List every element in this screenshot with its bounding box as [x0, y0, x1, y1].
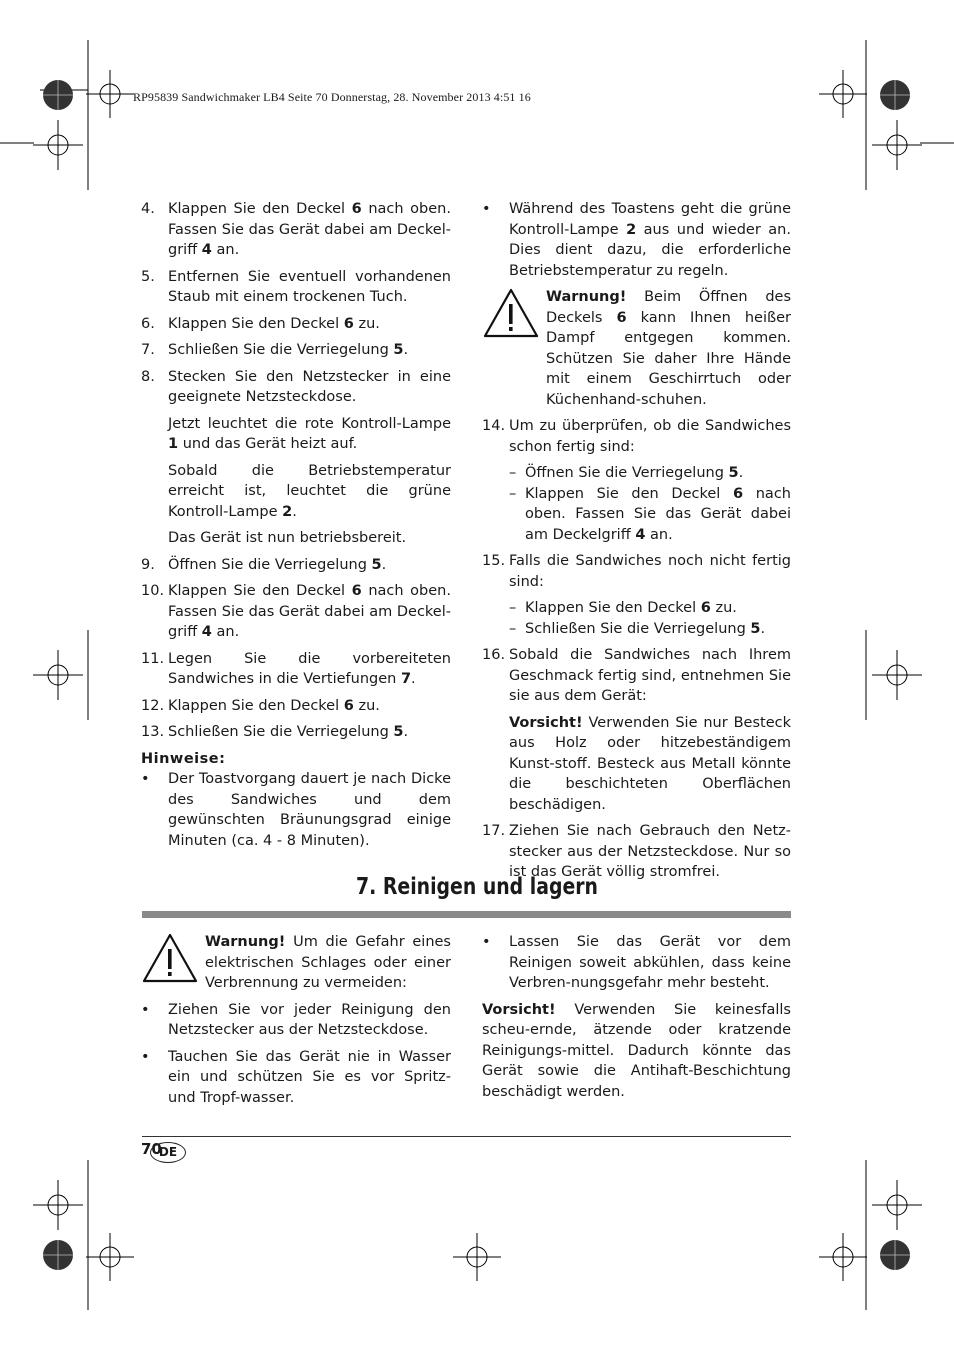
step-text: Schließen Sie die Verriegelung 5.: [168, 342, 409, 358]
bullet-text: Während des Toastens geht die grüne Kontroll-Lampe 2 aus und wieder an. Dies dient dazu, die erforderliche Betriebstemperatur zu regeln.: [509, 201, 791, 279]
bullet-text: Lassen Sie das Gerät vor dem Reinigen soweit abkühlen, dass keine Verbren-nungsgefahr mehr besteht.: [509, 934, 791, 991]
bullet-item: [141, 1047, 451, 1109]
step-text: Ziehen Sie nach Gebrauch den Netz-stecker aus der Netzsteckdose. Nur so ist das Gerät völlig stromfrei.: [509, 823, 791, 880]
right-column: [482, 199, 791, 889]
section-rule: [142, 911, 791, 918]
step-item: [141, 555, 451, 576]
dash-marker: –: [509, 620, 517, 637]
sub-step: [509, 619, 791, 640]
step-paragraph: Jetzt leuchtet die rote Kontroll-Lampe 1 und das Gerät heizt auf.: [168, 415, 451, 452]
step-text: Falls die Sandwiches noch nicht fertig sind:: [509, 553, 791, 590]
step-paragraph: Sobald die Betriebstemperatur erreicht ist, leuchtet die grüne Kontroll-Lampe 2.: [168, 462, 451, 520]
sub-step-text: Klappen Sie den Deckel 6 nach oben. Fassen Sie das Gerät dabei am Deckelgriff 4 an.: [525, 485, 791, 543]
step-text: Um zu überprüfen, ob die Sandwiches schon fertig sind:: [509, 418, 791, 455]
warning-triangle-icon: [482, 287, 546, 410]
warning-text: Warnung! Beim Öffnen des Deckels 6 kann Ihnen heißer Dampf entgegen kommen. Schützen Sie daher Ihre Hände mit einem Geschirrtuch oder Küchenhand-schuhen.: [546, 289, 791, 408]
step-item: [141, 367, 451, 408]
caution-paragraph: Vorsicht! Verwenden Sie nur Besteck aus Holz oder hitzebeständigem Kunst-stoff. Besteck aus Metall könnte die beschichteten Oberflächen beschädigen.: [509, 714, 791, 813]
step-number: 12.: [141, 697, 165, 714]
step-text: Entfernen Sie eventuell vorhandenen Staub mit einem trockenen Tuch.: [168, 268, 451, 305]
step-text: Öffnen Sie die Verriegelung 5.: [168, 556, 387, 573]
dash-marker: –: [509, 600, 517, 616]
dash-marker: –: [509, 465, 517, 481]
sub-step-text: Schließen Sie die Verriegelung 5.: [525, 620, 766, 637]
warning-text: Warnung! Um die Gefahr eines elektrischen Schlages oder einer Verbrennung zu vermeiden:: [205, 934, 451, 991]
warning-triangle-icon: [141, 932, 205, 994]
bullet-marker: •: [482, 934, 491, 950]
step-item: [141, 722, 451, 743]
step-number: 10.: [141, 583, 165, 599]
bullet-marker: •: [141, 1001, 150, 1018]
sub-step: [509, 598, 791, 619]
sub-step-text: Klappen Sie den Deckel 6 zu.: [525, 600, 737, 616]
electric-shock-warning: [141, 932, 451, 994]
step-number: 4.: [141, 201, 155, 217]
step-text: Klappen Sie den Deckel 6 zu.: [168, 315, 380, 332]
step-text: Stecken Sie den Netzstecker in eine geeignete Netzsteckdose.: [168, 368, 451, 405]
step-number: 8.: [141, 368, 155, 385]
step-text: Schließen Sie die Verriegelung 5.: [168, 724, 409, 740]
cleaning-right-column: [482, 932, 791, 1102]
step-item: [141, 267, 451, 308]
bullet-item: [482, 199, 791, 281]
dash-marker: –: [509, 485, 517, 502]
cleaning-left-column: [141, 932, 451, 1114]
bullet-text: Tauchen Sie das Gerät nie in Wasser ein und schützen Sie es vor Spritz- und Tropf-wasser.: [168, 1048, 451, 1106]
bullet-text: Ziehen Sie vor jeder Reinigung den Netzstecker aus der Netzsteckdose.: [168, 1001, 451, 1038]
bullet-text: Der Toastvorgang dauert je nach Dicke des Sandwiches und dem gewünschten Bräunungsgrad einige Minuten (ca. 4 - 8 Minuten).: [168, 771, 451, 849]
step-item: [141, 696, 451, 717]
bullet-item: [482, 932, 791, 994]
bullet-marker: •: [141, 771, 150, 787]
step-item: [141, 314, 451, 335]
bullet-marker: •: [141, 1048, 150, 1065]
footer-rule: [142, 1136, 791, 1137]
print-info-line: RP95839 Sandwichmaker LB4 Seite 70 Donnerstag, 28. November 2013 4:51 16: [133, 90, 531, 104]
step-item: [482, 416, 791, 457]
step-item: [141, 649, 451, 690]
step-paragraph: Das Gerät ist nun betriebsbereit.: [168, 530, 407, 546]
step-text: Klappen Sie den Deckel 6 zu.: [168, 697, 380, 714]
step-item: [482, 645, 791, 707]
page-number: 70: [141, 1140, 162, 1158]
step-number: 9.: [141, 556, 155, 573]
step-item: [482, 551, 791, 592]
cleaning-caution: Vorsicht! Verwenden Sie keinesfalls scheu-ernde, ätzende oder kratzende Reinigungs-mittel. Dadurch könnte das Gerät sowie die Antihaft-Beschichtung beschädigt werden.: [482, 1001, 791, 1100]
sub-steps: [482, 463, 791, 545]
sub-step: [509, 463, 791, 484]
step-number: 13.: [141, 724, 165, 740]
step-number: 6.: [141, 315, 155, 332]
language-badge: DE: [150, 1142, 186, 1163]
notes-heading: Hinweise:: [141, 750, 226, 767]
step-text: Sobald die Sandwiches nach Ihrem Geschmack fertig sind, entnehmen Sie sie aus dem Gerät:: [509, 647, 791, 704]
sub-step-text: Öffnen Sie die Verriegelung 5.: [525, 465, 744, 481]
step-number: 14.: [482, 418, 506, 434]
left-column: [141, 199, 451, 857]
step-item: [141, 581, 451, 643]
step-text: Legen Sie die vorbereiteten Sandwiches in die Vertiefungen 7.: [168, 650, 451, 687]
step-item: [141, 340, 451, 361]
sub-steps: [482, 598, 791, 639]
sub-step: [509, 484, 791, 546]
step-number: 7.: [141, 342, 155, 358]
step-number: 11.: [141, 650, 165, 667]
step-item: [141, 199, 451, 261]
steam-warning: [482, 287, 791, 410]
step-number: 16.: [482, 647, 506, 663]
bullet-item: [141, 1000, 451, 1041]
bullet-item: [141, 769, 451, 851]
bullet-marker: •: [482, 201, 491, 217]
step-number: 5.: [141, 268, 155, 285]
step-text: Klappen Sie den Deckel 6 nach oben. Fassen Sie das Gerät dabei am Deckel-griff 4 an.: [168, 583, 451, 640]
section-title: 7. Reinigen und lagern: [356, 874, 598, 900]
step-number: 15.: [482, 553, 506, 569]
step-text: Klappen Sie den Deckel 6 nach oben. Fassen Sie das Gerät dabei am Deckel-griff 4 an.: [168, 201, 451, 258]
step-number: 17.: [482, 823, 506, 839]
